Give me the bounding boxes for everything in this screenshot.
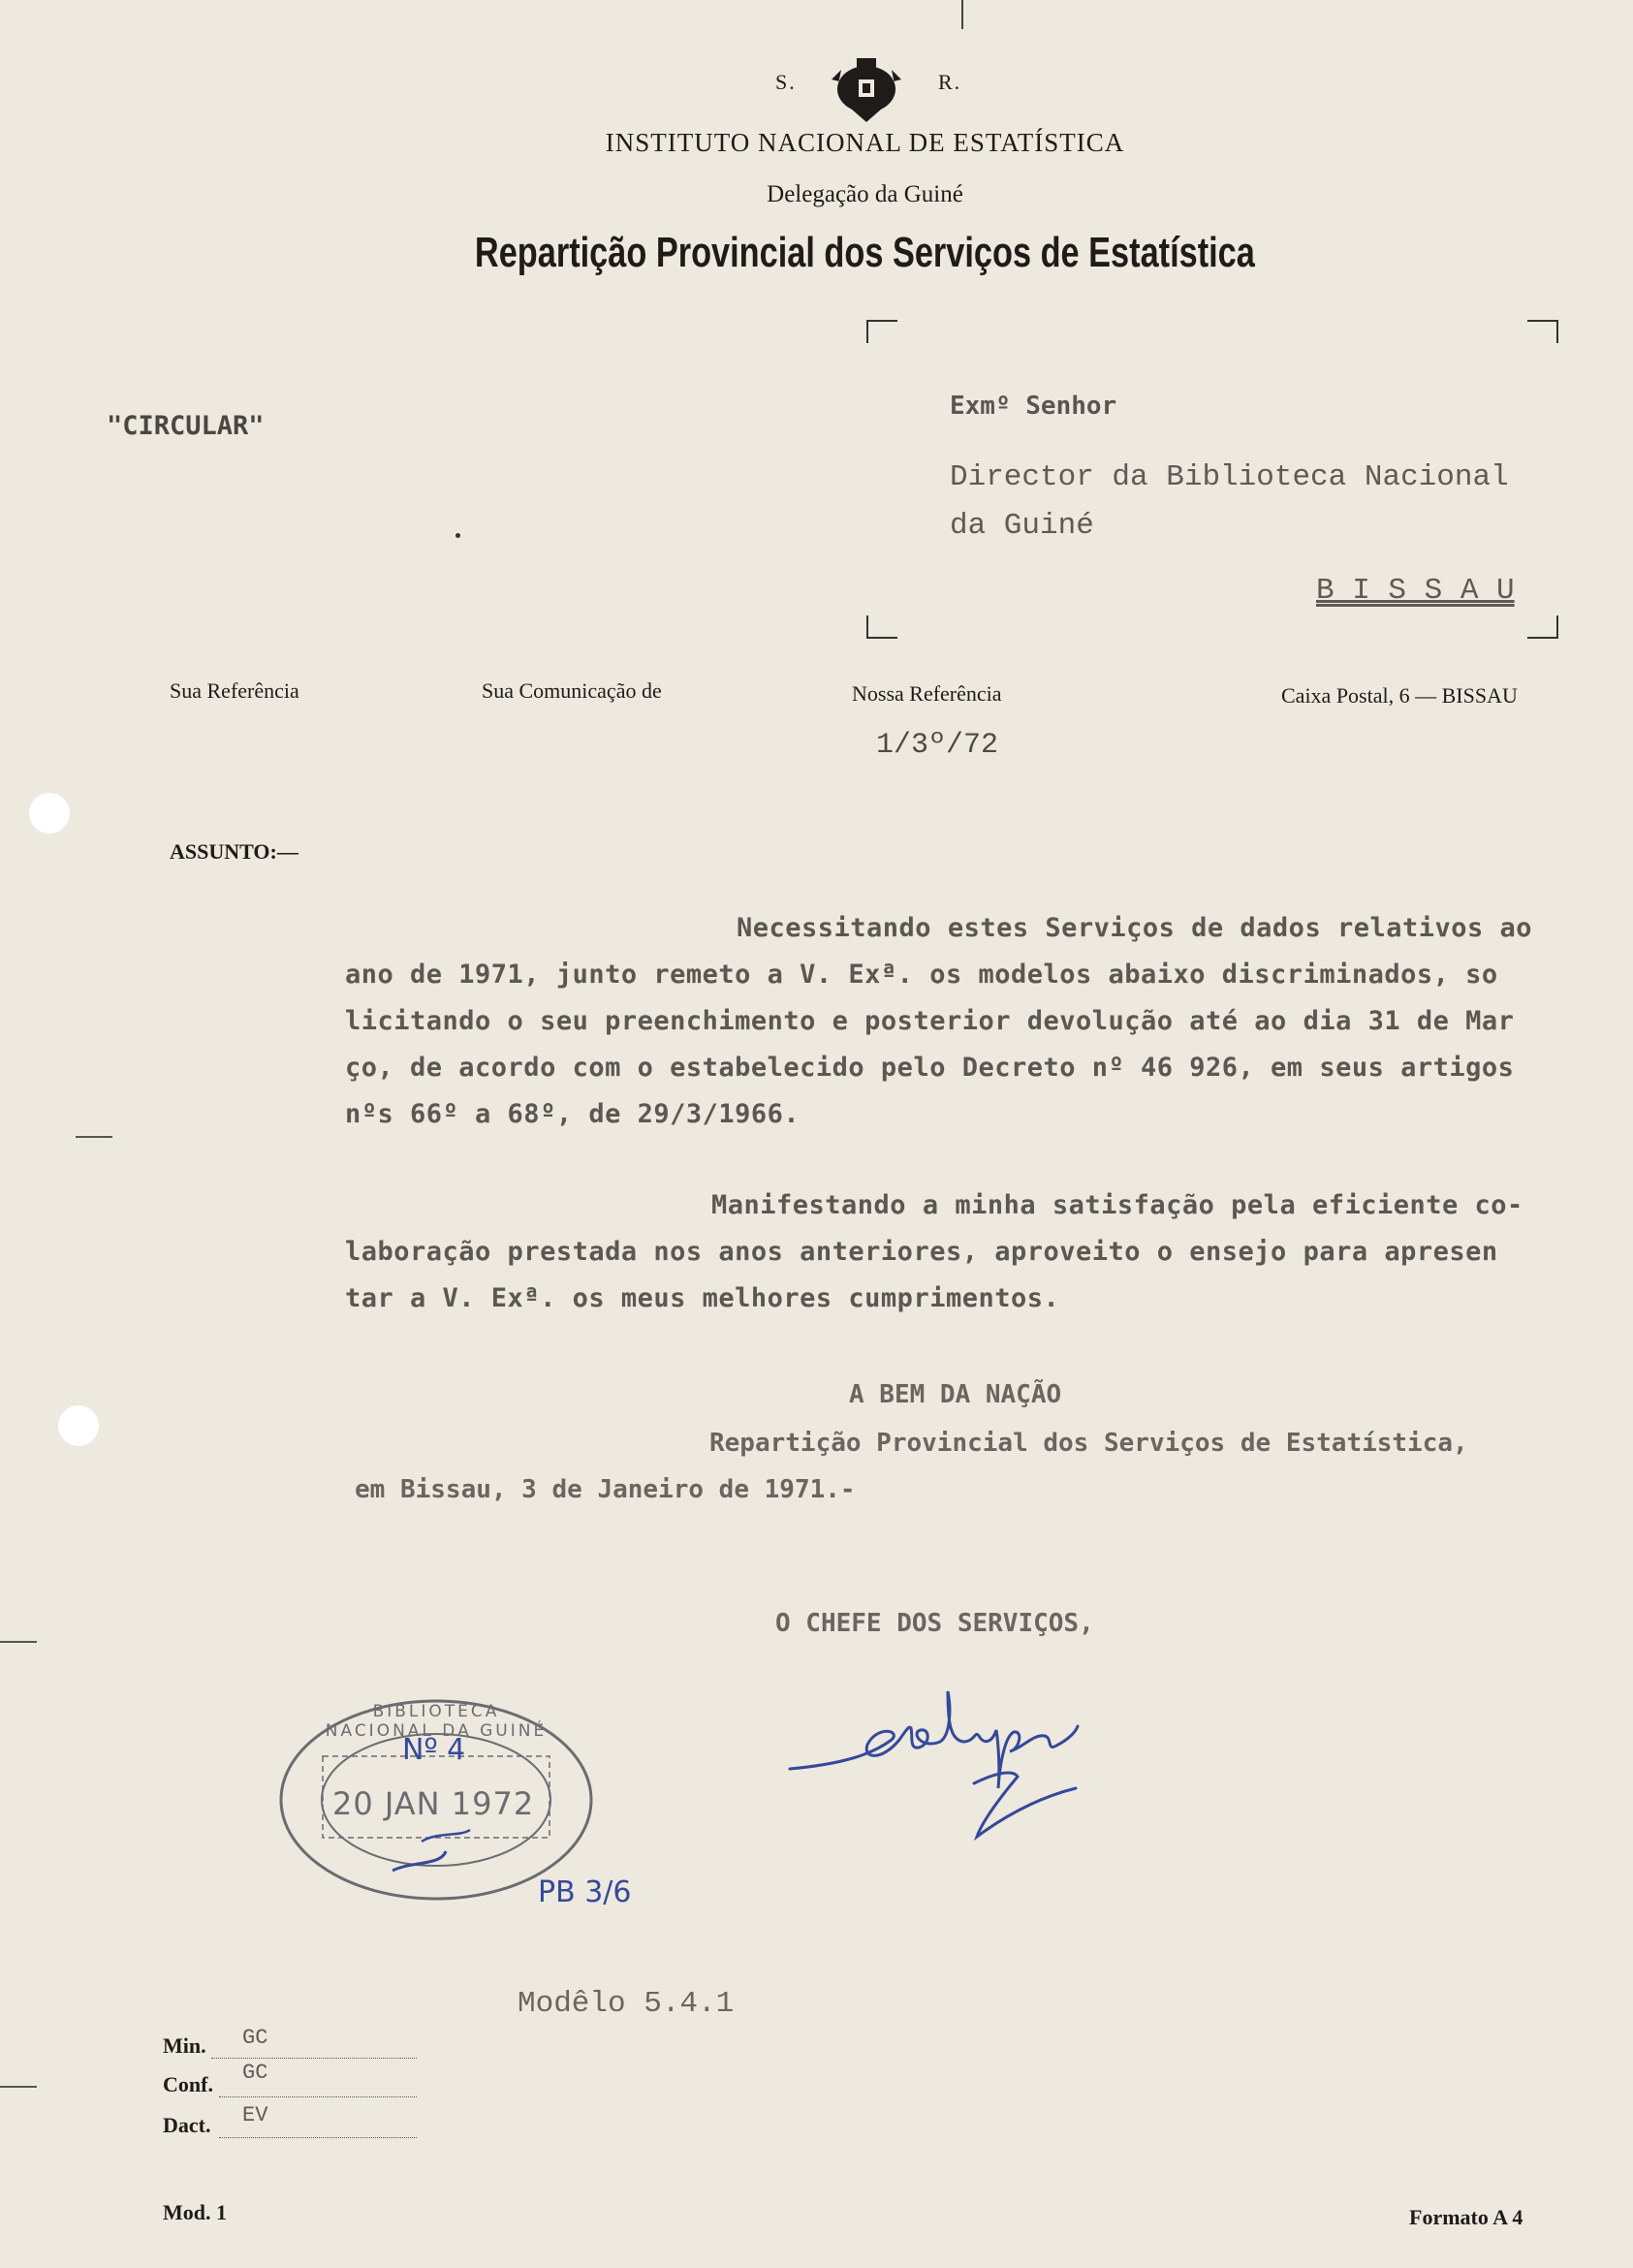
footer-mod: Mod. 1 [163, 2200, 227, 2224]
window-corner-tr [1527, 320, 1558, 343]
p1-line-1: Necessitando estes Serviços de dados relativos ao [737, 913, 1533, 943]
sua-comunicacao-label: Sua Comunicação de [482, 678, 662, 703]
library-received-stamp [276, 1696, 596, 1905]
stamp-date: 20 JAN 1972 [332, 1785, 535, 1822]
window-corner-br [1527, 615, 1558, 639]
p2-line-2: laboração prestada nos anos anteriores, aproveito o ensejo para apresen [345, 1237, 1498, 1267]
margin-tick-2 [0, 1641, 37, 1643]
nossa-referencia-value: 1/3º/72 [876, 729, 999, 762]
sua-referencia-label: Sua Referência [170, 678, 299, 703]
p2-line-1: Manifestando a minha satisfação pela eficiente co- [711, 1190, 1523, 1220]
dact-value: EV [242, 2103, 268, 2127]
closing-place-date: em Bissau, 3 de Janeiro de 1971.- [355, 1475, 856, 1504]
stamp-handwritten-note: PB 3/6 [538, 1875, 632, 1909]
window-corner-tl [866, 320, 897, 343]
closing-chief: O CHEFE DOS SERVIÇOS, [775, 1609, 1094, 1638]
min-label: Min. [163, 2033, 206, 2058]
subject-label: ASSUNTO:— [170, 839, 298, 864]
p1-line-3: licitando o seu preenchimento e posterior devolução até ao dia 31 de Mar [345, 1006, 1515, 1036]
footer-formato: Formato A 4 [1409, 2205, 1523, 2229]
circular-label: "CIRCULAR" [107, 411, 265, 441]
min-line [211, 2057, 417, 2059]
conf-line [219, 2095, 417, 2097]
dact-label: Dact. [163, 2113, 211, 2137]
conf-value: GC [242, 2061, 268, 2085]
dot-mark [455, 533, 460, 538]
closing-department: Repartição Provincial dos Serviços de Estatística, [709, 1429, 1468, 1458]
header-s-letter: S. [775, 70, 797, 94]
p1-line-5: nºs 66º a 68º, de 29/3/1966. [345, 1099, 801, 1129]
stamp-ring-text: BIBLIOTECA NACIONAL DA GUINÉ [325, 1702, 548, 1741]
margin-tick-3 [0, 2086, 37, 2088]
handwritten-signature [785, 1672, 1153, 1846]
recipient-line2: da Guiné [950, 509, 1094, 543]
p1-line-4: ço, de acordo com o estabelecido pelo Decreto nº 46 926, em seus artigos [345, 1053, 1515, 1083]
stamp-number: Nº 4 [402, 1733, 466, 1767]
recipient-salutation: Exmº Senhor [950, 392, 1117, 421]
body-paragraph-1 [345, 905, 1605, 1138]
nossa-referencia-label: Nossa Referência [852, 681, 1002, 706]
delegation-name: Delegação da Guiné [767, 181, 963, 207]
min-value: GC [242, 2026, 268, 2050]
punch-hole-top [29, 793, 70, 834]
window-corner-bl [866, 615, 897, 639]
body-paragraph-2 [345, 1182, 1605, 1322]
header-r-letter: R. [938, 70, 962, 94]
coat-of-arms-icon [822, 50, 911, 126]
conf-label: Conf. [163, 2072, 213, 2096]
punch-hole-bottom [58, 1405, 99, 1446]
closing-motto: A BEM DA NAÇÃO [849, 1380, 1062, 1409]
caixa-postal-label: Caixa Postal, 6 — BISSAU [1281, 683, 1518, 708]
model-number: Modêlo 5.4.1 [518, 1987, 735, 2021]
p1-line-2: ano de 1971, junto remeto a V. Exª. os modelos abaixo discriminados, so [345, 960, 1498, 990]
margin-tick-1 [76, 1136, 112, 1138]
dact-line [219, 2136, 417, 2138]
institute-name: INSTITUTO NACIONAL DE ESTATÍSTICA [605, 128, 1125, 157]
recipient-line1: Director da Biblioteca Nacional [950, 460, 1509, 494]
fold-mark [961, 0, 963, 29]
recipient-city: B I S S A U [1316, 574, 1515, 608]
p2-line-3: tar a V. Exª. os meus melhores cumprimentos. [345, 1283, 1060, 1313]
department-title: Repartição Provincial dos Serviços de Estatística [474, 229, 1255, 276]
